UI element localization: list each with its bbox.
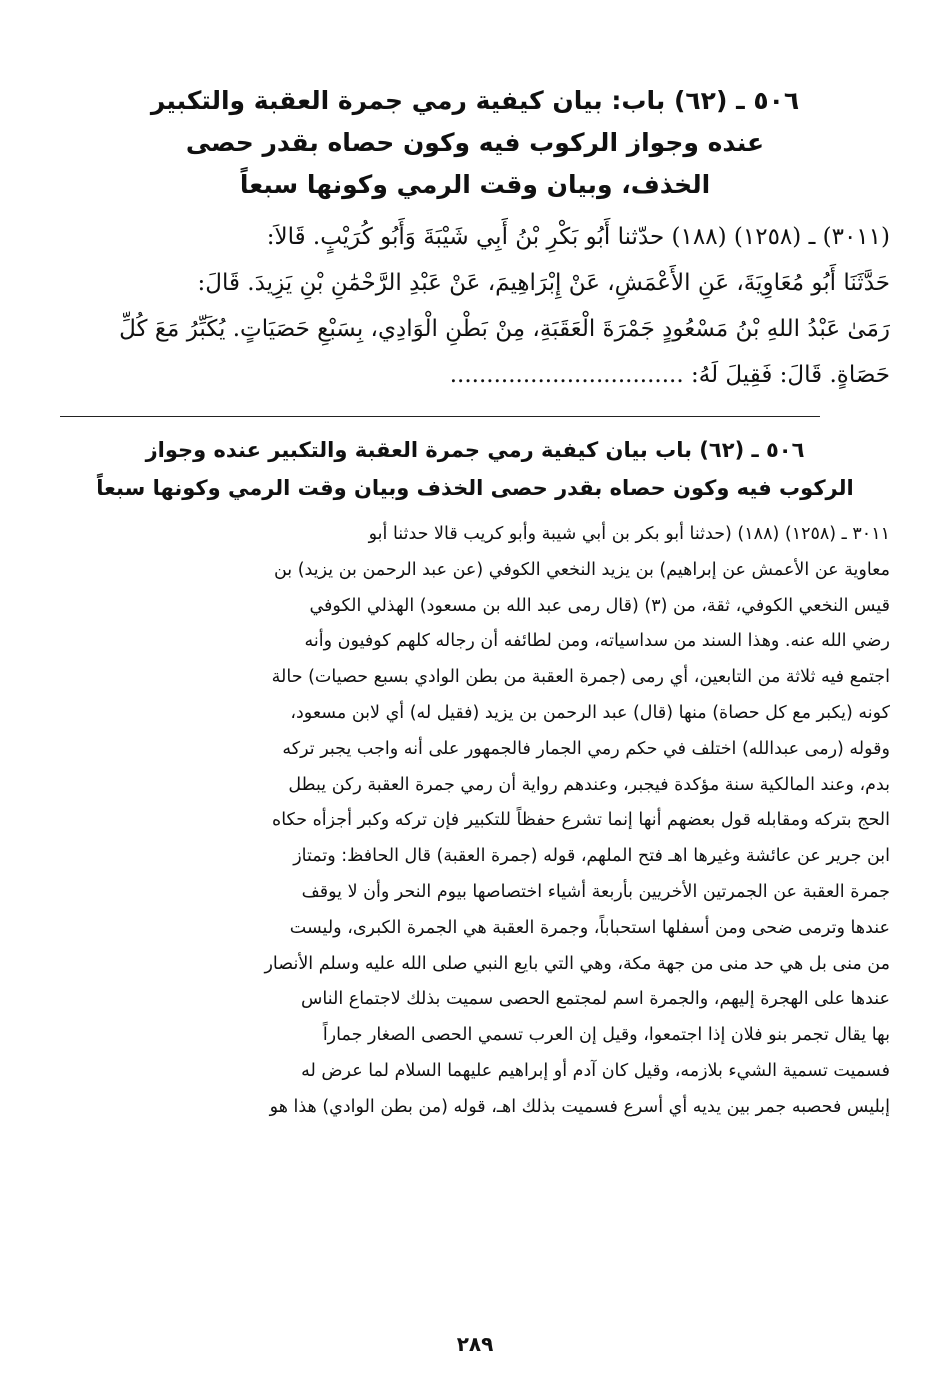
commentary-line: جمرة العقبة عن الجمرتين الأخريين بأربعة أشياء اختصاصها بيوم النحر وأن لا يوقف — [301, 881, 890, 902]
hadith-line: حَصَاةٍ. قَالَ: فَقِيلَ لَهُ: ................................ — [449, 362, 890, 388]
commentary-title — [60, 431, 890, 507]
chapter-title — [60, 80, 890, 206]
commentary-title-line: ٥٠٦ ـ (٦٢) باب بيان كيفية رمي جمرة العقبة والتكبير عنده وجواز — [145, 438, 805, 462]
commentary-line: رضي الله عنه. وهذا السند من سداسياته، ومن لطائفه أن رجاله كلهم كوفيون وأنه — [304, 631, 890, 652]
commentary-line: بها يقال تجمر بنو فلان إذا اجتمعوا، وقيل إن العرب تسمي الحصى الصغار جماراً — [322, 1025, 890, 1046]
hadith-line: (٣٠١١) ـ (١٢٥٨) (١٨٨) حدّثنا أَبُو بَكْرِ بْنُ أَبِي شَيْبَةَ وَأَبُو كُرَيْبٍ. قَالاَ: — [266, 224, 890, 250]
hadith-text — [60, 214, 890, 398]
hadith-line: رَمَىٰ عَبْدُ اللهِ بْنُ مَسْعُودٍ جَمْرَةَ الْعَقَبَةِ، مِنْ بَطْنِ الْوَادِي، بِسَبْعِ حَصَيَاتٍ. يُكَبِّرُ مَعَ كُلِّ — [119, 316, 890, 342]
commentary-line: كونه (يكبر مع كل حصاة) منها (قال) عبد الرحمن بن يزيد (فقيل له) أي لابن مسعود، — [290, 702, 890, 723]
commentary-line: ٣٠١١ ـ (١٢٥٨) (١٨٨) (حدثنا أبو بكر بن أبي شيبة وأبو كريب قالا حدثنا أبو — [368, 524, 890, 544]
commentary-text — [60, 517, 890, 1126]
commentary-line: بدم، وعند المالكية سنة مؤكدة فيجبر، وعندهم رواية أن رمي جمرة العقبة ركن يبطل — [288, 774, 890, 795]
commentary-line: فسميت تسمية الشيء بلازمه، وقيل كان آدم أو إبراهيم عليهما السلام لما عرض له — [301, 1060, 890, 1081]
commentary-line: الحج بتركه ومقابله قول بعضهم أنها إنما تشرع حفظاً للتكبير فإن تركه وكبر أجزأه حكاه — [272, 810, 890, 831]
hadith-line: حَدَّثَنَا أَبُو مُعَاوِيَةَ، عَنِ الأَعْمَشِ، عَنْ إِبْرَاهِيمَ، عَنْ عَبْدِ الرَّحْمَٰنِ بْنِ يَزِيدَ. قَالَ: — [197, 270, 890, 296]
chapter-title-line: ٥٠٦ ـ (٦٢) باب: بيان كيفية رمي جمرة العقبة والتكبير — [150, 86, 800, 115]
section-divider — [60, 416, 820, 417]
chapter-title-line: عنده وجواز الركوب فيه وكون حصاه بقدر حصى — [185, 128, 765, 157]
commentary-line: إبليس فحصبه جمر بين يديه أي أسرع فسميت بذلك اهـ، قوله (من بطن الوادي) هذا هو — [269, 1096, 890, 1117]
book-page — [60, 70, 890, 1356]
page-number: ٢٨٩ — [456, 1332, 494, 1356]
commentary-line: معاوية عن الأعمش عن إبراهيم) بن يزيد النخعي الكوفي (عن عبد الرحمن بن يزيد) بن — [273, 559, 890, 580]
commentary-line: ابن جرير عن عائشة وغيرها اهـ فتح الملهم، قوله (جمرة العقبة) قال الحافظ: وتمتاز — [293, 846, 890, 867]
commentary-line: قيس النخعي الكوفي، ثقة، من (٣) (قال رمى عبد الله بن مسعود) الهذلي الكوفي — [309, 595, 890, 616]
commentary-line: من منى بل هي حد منى من جهة مكة، وهي التي بايع النبي صلى الله عليه وسلم الأنصار — [264, 953, 890, 974]
chapter-title-line: الخذف، وبيان وقت الرمي وكونها سبعاً — [239, 170, 711, 199]
commentary-title-line: الركوب فيه وكون حصاه بقدر حصى الخذف وبيان وقت الرمي وكونها سبعاً — [96, 476, 854, 500]
commentary-line: وقوله (رمى عبدالله) اختلف في حكم رمي الجمار فالجمهور على أنه واجب يجبر تركه — [282, 738, 890, 759]
commentary-line: عندها وترمى ضحى ومن أسفلها استحباباً، وجمرة العقبة هي الجمرة الكبرى، وليست — [289, 917, 890, 938]
commentary-line: اجتمع فيه ثلاثة من التابعين، أي رمى (جمرة العقبة من بطن الوادي بسبع حصيات) حالة — [271, 667, 890, 688]
commentary-line: عندها على الهجرة إليهم، والجمرة اسم لمجتمع الحصى سميت بذلك لاجتماع الناس — [301, 989, 890, 1010]
